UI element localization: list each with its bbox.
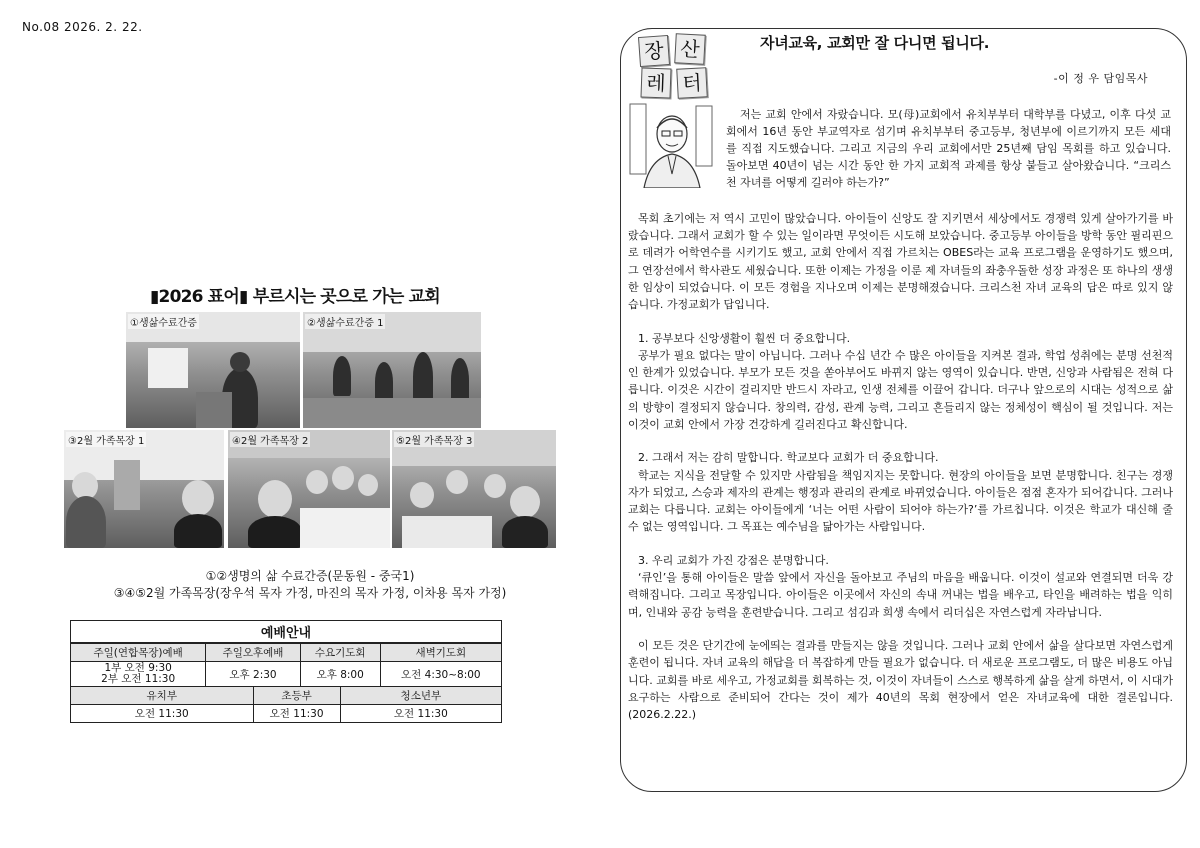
title-tile: 산 — [674, 33, 706, 65]
photo-family-1 — [64, 430, 224, 548]
letter-title: 자녀교육, 교회만 잘 다니면 됩니다. — [760, 34, 990, 52]
photo-testimony-1 — [126, 312, 300, 428]
section-heading: 2. 그래서 저는 감히 말합니다. 학교보다 교회가 더 중요합니다. — [638, 451, 939, 465]
department-header: 유치부 — [71, 687, 254, 705]
sunday-second-service: 2부 오전 11:30 — [101, 673, 176, 685]
title-tile: 장 — [638, 35, 670, 67]
title-tile: 레 — [640, 67, 671, 98]
department-header: 초등부 — [253, 687, 340, 705]
paragraph: 이 모든 것은 단기간에 눈에띄는 결과를 만들지는 않을 것입니다. 그러나 교회 안에서 삶을 살다보면 자연스럽게 훈련이 됩니다. 자녀 교육의 해답을 더 복잡하게 만들 필요가 없습니다. 더 새로운 프로그램도, 더 많은 비용도 아닙니다. 교회를 바로 세우고, 가정교회를 회복하는 것, 이것이 자녀들이 스스로 행복하게 삶을 살게 하면서, 이 시대가 요구하는 사람으로 준비되어 간다는 것이 제가 40년의 목회 현장에서 얻은 자녀교육에 대한 결론입니다.(2026.2.22.) — [628, 639, 1173, 722]
service-table-title: 예배안내 — [71, 621, 502, 644]
photo-label: ④2월 가족목장 2 — [230, 432, 310, 447]
issue-date: No.08 2026. 2. 22. — [22, 20, 143, 34]
letter-intro: 저는 교회 안에서 자랐습니다. 모(母)교회에서 유치부부터 대학부를 다녔고, 이후 다섯 교회에서 16년 동안 부교역자로 섬기며 유치부부터 중고등부, 청년부에 이르기까지 모든 세대를 직접 지도했습니다. 그리고 지금의 우리 교회에서만 25년째 담임 목회를 하고 있습니다. 돌아보면 40년이 넘는 시간 동안 한 가지 교회적 과제를 항상 붙들고 살아왔습니다. “크리스천 자녀를 어떻게 길러야 하는가?” — [726, 108, 1171, 189]
letter-author: -이 정 우 담임목사 — [1053, 72, 1148, 85]
photo-label: ①생삶수료간증 — [128, 314, 199, 329]
photo-testimony-2 — [303, 312, 481, 428]
title-tile: 터 — [676, 67, 708, 99]
dawn-prayer-time: 오전 4:30~8:00 — [380, 662, 501, 687]
service-header: 주일(연합목장)예배 — [71, 643, 206, 662]
photo-family-2 — [228, 430, 390, 548]
section-heading: 3. 우리 교회가 가진 강점은 분명합니다. — [638, 553, 829, 567]
photo-label: ⑤2월 가족목장 3 — [394, 432, 474, 447]
afternoon-service-time: 오후 2:30 — [206, 662, 300, 687]
photo-caption-line-2: ③④⑤2월 가족목장(장우석 목자 가정, 마진의 목자 가정, 이차용 목자 가정) — [113, 586, 507, 600]
paragraph: 목회 초기에는 저 역시 고민이 많았습니다. 아이들이 신앙도 잘 지키면서 세상에서도 경쟁력 있게 살아가기를 바랐습니다. 그래서 교회가 할 수 있는 일이라면 무엇이든 시도해 보았습니다. 중고등부 아이들을 방학 동안 필리핀으로 데려가 어학연수를 시키기도 했고, 교회 안에서 직접 가르치는 OBES라는 교육 프로그램을 운영하기도 했으며, 그 연장선에서 학사관도 세웠습니다. 또한 이제는 가정을 이룬 제 자녀들의 좌충우돌한 성장 과정은 또 하나의 생생한 임상이 되었습니다. 이 모든 경험을 지나오며 이제는 분명해졌습니다. 크리스천 자녀 교육의 답은 따로 있지 않습니다. 가정교회가 답입니다. — [628, 212, 1173, 312]
department-header: 청소년부 — [340, 687, 501, 705]
service-header: 새벽기도회 — [380, 643, 501, 662]
sunday-service-times — [71, 662, 206, 687]
service-header: 주일오후예배 — [206, 643, 300, 662]
photo-family-3 — [392, 430, 556, 548]
department-time: 오전 11:30 — [340, 705, 501, 723]
photo-caption-line-1: ①②생명의 삶 수료간증(문동원 - 중국1) — [205, 569, 415, 583]
sunday-first-service: 1부 오전 9:30 — [104, 662, 172, 674]
photo-label: ②생삶수료간증 1 — [305, 314, 385, 329]
paragraph: 공부가 필요 없다는 말이 아닙니다. 그러나 수십 년간 수 많은 아이들을 지켜본 결과, 학업 성취에는 분명 선천적인 한계가 있었습니다. 부모가 모든 것을 쏟아부어도 바뀌지 않는 영역이 있습니다. 반면, 신앙과 사람됨은 전혀 다릅니다. 이것은 시간이 걸리지만 반드시 자라고, 인생 전체를 이끌어 갑니다. 더구나 앞으로의 시대는 성적으로 삶의 방향이 결정되지 않습니다. 창의력, 감성, 관계 능력, 그리고 흔들리지 않는 정체성이 핵심이 될 것입니다. 저는 이것이 교회 안에서 가장 건강하게 길러진다고 확신합니다. — [628, 348, 1173, 431]
section-heading: 1. 공부보다 신앙생활이 훨씬 더 중요합니다. — [638, 331, 851, 345]
pastor-portrait-sketch — [628, 100, 716, 188]
paragraph: 학교는 지식을 전달할 수 있지만 사람됨을 책임지지는 못합니다. 현장의 아이들을 보면 분명합니다. 친구는 경쟁자가 되었고, 스승과 제자의 관계는 행정과 관리의 관계로 바뀌었습니다. 아이들은 점점 혼자가 되어갑니다. 그러나 교회는 다릅니다. 교회는 아이들에게 ‘너는 어떤 사람이 되어야 하는가?’를 가르칩니다. 이것은 학교가 대신해 줄 수 없는 영역입니다. 그 목표는 예수님을 닮아가는 사람입니다. — [628, 468, 1173, 534]
service-schedule-table — [70, 620, 502, 723]
paragraph: ‘큐인’을 통해 아이들은 말씀 앞에서 자신을 돌아보고 주님의 마음을 배웁니다. 이것이 설교와 연결되면 더욱 강력해집니다. 그리고 목장입니다. 아이들은 이곳에서 자신의 속내 꺼내는 법을 배우고, 타인을 배려하는 법을 익히며, 인내와 공감 능력을 훈련받습니다. 그리고 섬김과 희생 속에서 리더십은 자연스럽게 자라납니다. — [628, 571, 1173, 619]
column-title-tiles — [635, 34, 715, 100]
photo-label: ③2월 가족목장 1 — [66, 432, 146, 447]
department-time: 오전 11:30 — [71, 705, 254, 723]
service-header: 수요기도회 — [300, 643, 380, 662]
church-motto: ▮2026 표어▮ 부르시는 곳으로 가는 교회 — [150, 287, 440, 307]
letter-body — [628, 210, 1173, 723]
department-time: 오전 11:30 — [253, 705, 340, 723]
wednesday-prayer-time: 오후 8:00 — [300, 662, 380, 687]
